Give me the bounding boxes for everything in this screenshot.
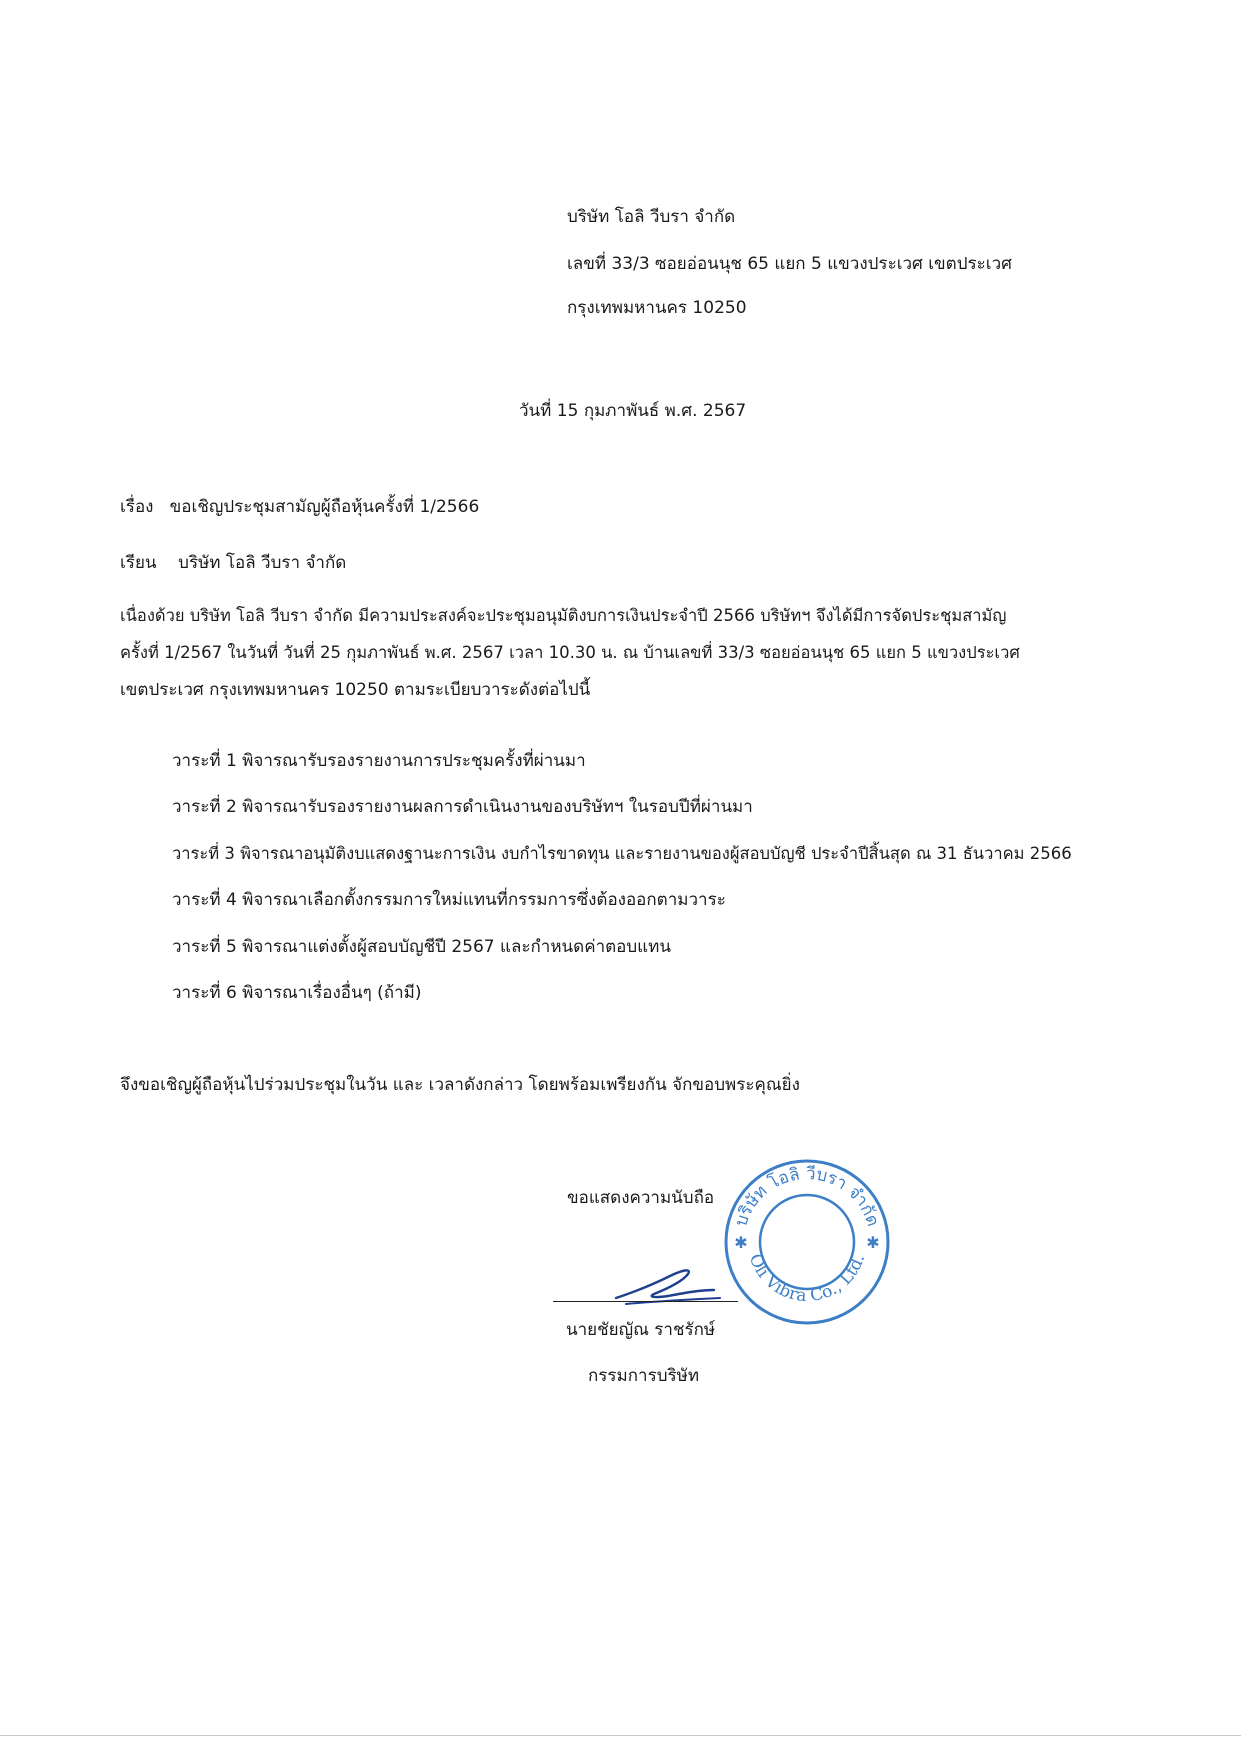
- subject-line: [120, 497, 479, 517]
- svg-text:บริษัท โอลิ วีบรา จำกัด: บริษัท โอลิ วีบรา จำกัด: [731, 1163, 883, 1229]
- svg-text:Oli Vibra Co., Ltd.: Oli Vibra Co., Ltd.: [744, 1251, 870, 1307]
- agenda-item-4: วาระที่ 4 พิจารณาเลือกตั้งกรรมการใหม่แทนที่กรรมการซึ่งต้องออกตามวาระ: [172, 890, 726, 910]
- body-line-2: ครั้งที่ 1/2567 ในวันที่ วันที่ 25 กุมภาพันธ์ พ.ศ. 2567 เวลา 10.30 น. ณ บ้านเลขที่ 33/3 ซอยอ่อนนุช 65 แยก 5 แขวงประเวศ: [120, 643, 1020, 662]
- letter-date: วันที่ 15 กุมภาพันธ์ พ.ศ. 2567: [519, 401, 747, 421]
- company-name: บริษัท โอลิ วีบรา จำกัด: [567, 207, 736, 227]
- agenda-item-5: วาระที่ 5 พิจารณาแต่งตั้งผู้สอบบัญชีปี 2567 และกำหนดค่าตอบแทน: [172, 937, 671, 957]
- address-line-2: กรุงเทพมหานคร 10250: [567, 298, 747, 318]
- body-line-1: เนื่องด้วย บริษัท โอลิ วีบรา จำกัด มีความประสงค์จะประชุมอนุมัติงบการเงินประจำปี 2566 บริษัทฯ จึงได้มีการจัดประชุมสามัญ: [120, 606, 1007, 625]
- body-line-3: เขตประเวศ กรุงเทพมหานคร 10250 ตามระเบียบวาระดังต่อไปนี้: [120, 680, 591, 700]
- signer-title: กรรมการบริษัท: [588, 1366, 700, 1386]
- recipient-line: [120, 553, 346, 573]
- subject-text: ขอเชิญประชุมสามัญผู้ถือหุ้นครั้งที่ 1/2566: [169, 497, 480, 517]
- signature-image: [608, 1262, 728, 1310]
- address-line-1: เลขที่ 33/3 ซอยอ่อนนุช 65 แยก 5 แขวงประเวศ เขตประเวศ: [567, 254, 1012, 274]
- agenda-item-6: วาระที่ 6 พิจารณาเรื่องอื่นๆ (ถ้ามี): [172, 983, 422, 1003]
- regards-text: ขอแสดงความนับถือ: [567, 1188, 715, 1208]
- svg-text:✱: ✱: [734, 1233, 748, 1252]
- svg-text:✱: ✱: [866, 1233, 880, 1252]
- signer-name: นายชัยญัณ ราชรักษ์: [566, 1320, 716, 1340]
- agenda-item-1: วาระที่ 1 พิจารณารับรองรายงานการประชุมครั้งที่ผ่านมา: [172, 751, 586, 771]
- company-seal-icon: [722, 1157, 892, 1327]
- recipient-label: เรียน: [120, 553, 157, 573]
- agenda-item-2: วาระที่ 2 พิจารณารับรองรายงานผลการดำเนินงานของบริษัทฯ ในรอบปีที่ผ่านมา: [172, 797, 753, 817]
- agenda-item-3: วาระที่ 3 พิจารณาอนุมัติงบแสดงฐานะการเงิน งบกำไรขาดทุน และรายงานของผู้สอบบัญชี ประจำปีสิ้นสุด ณ 31 ธันวาคม 2566: [172, 844, 1072, 863]
- page-bottom-rule: [0, 1735, 1241, 1736]
- signature-line: [553, 1301, 738, 1302]
- recipient-text: บริษัท โอลิ วีบรา จำกัด: [178, 553, 347, 573]
- closing-line: จึงขอเชิญผู้ถือหุ้นไปร่วมประชุมในวัน และ เวลาดังกล่าว โดยพร้อมเพรียงกัน จักขอบพระคุณยิ่ง: [120, 1075, 800, 1095]
- subject-label: เรื่อง: [120, 497, 154, 517]
